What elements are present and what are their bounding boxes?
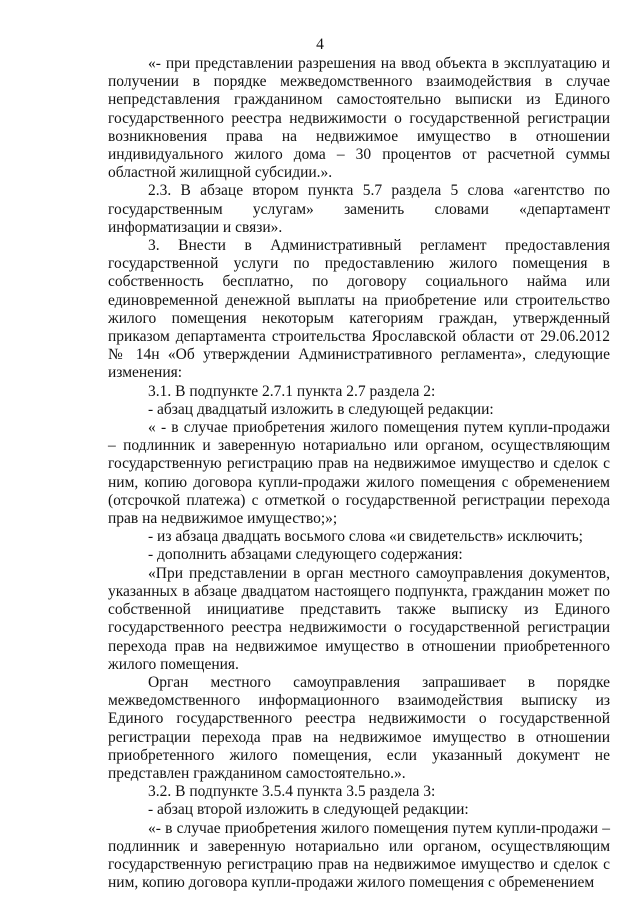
paragraph: - из абзаца двадцать восьмого слова «и свидетельств» исключить;: [148, 528, 583, 546]
paragraph: 3.2. В подпункте 3.5.4 пункта 3.5 раздела 3:: [148, 783, 436, 801]
paragraph: - абзац второй изложить в следующей редакции:: [148, 801, 469, 819]
paragraph: 3. Внести в Административный регламент предоставления государственной услуги по предоставлению жилого помещения в собственность бесплатно, по договору социального найма или единовременной денежной выплаты на приобретение или строительство жилого помещения некоторым категориям граждан, утвержденный приказом департамента строительства Ярославской области от 29.06.2012 № 14н «Об утверждении Административного регламента», следующие изменения:: [108, 237, 610, 382]
paragraph: «- в случае приобретения жилого помещения путем купли-продажи – подлинник и заверенную нотариально или органом, осуществляющим государственную регистрацию прав на недвижимое имущество и сделок с ним, копию договора купли-продажи жилого помещения с обременением: [108, 819, 610, 892]
paragraph: « - в случае приобретения жилого помещения путем купли-продажи – подлинник и заверенную нотариально или органом, осуществляющим государственную регистрацию прав на недвижимое имущество и сделок с ним, копию договора купли-продажи жилого помещения с обременением (отсрочкой платежа) с отметкой о государственной регистрации перехода прав на недвижимое имущество;»;: [108, 419, 610, 528]
paragraph: «При представлении в орган местного самоуправления документов, указанных в абзаце двадцатом настоящего подпункта, гражданин может по собственной инициативе представить также выписку из Единого государственного реестра недвижимости о государственной регистрации перехода прав на недвижимое имущество в отношении приобретенного жилого помещения.: [108, 564, 610, 673]
page-number: 4: [316, 36, 324, 53]
paragraph: Орган местного самоуправления запрашивает в порядке межведомственного информационного взаимодействия выписку из Единого государственного реестра недвижимости о государственной регистрации перехода прав на недвижимое имущество в отношении приобретенного жилого помещения, если указанный документ не представлен гражданином самостоятельно.».: [108, 673, 610, 782]
paragraph: 3.1. В подпункте 2.7.1 пункта 2.7 раздела 2:: [148, 382, 436, 400]
paragraph: «- при представлении разрешения на ввод объекта в эксплуатацию и получении в порядке межведомственного взаимодействия в случае непредставления гражданином самостоятельно выписки из Единого государственного реестра недвижимости о государственной регистрации возникновения права на недвижимое имущество в отношении индивидуального жилого дома – 30 процентов от расчетной суммы областной жилищной субсидии.».: [108, 55, 610, 182]
document-body: [108, 55, 610, 892]
paragraph: - абзац двадцатый изложить в следующей редакции:: [148, 400, 494, 418]
paragraph: 2.3. В абзаце втором пункта 5.7 раздела 5 слова «агентство по государственным услугам» заменить словами «департамент информатизации и связи».: [108, 182, 610, 236]
paragraph: - дополнить абзацами следующего содержания:: [148, 546, 463, 564]
